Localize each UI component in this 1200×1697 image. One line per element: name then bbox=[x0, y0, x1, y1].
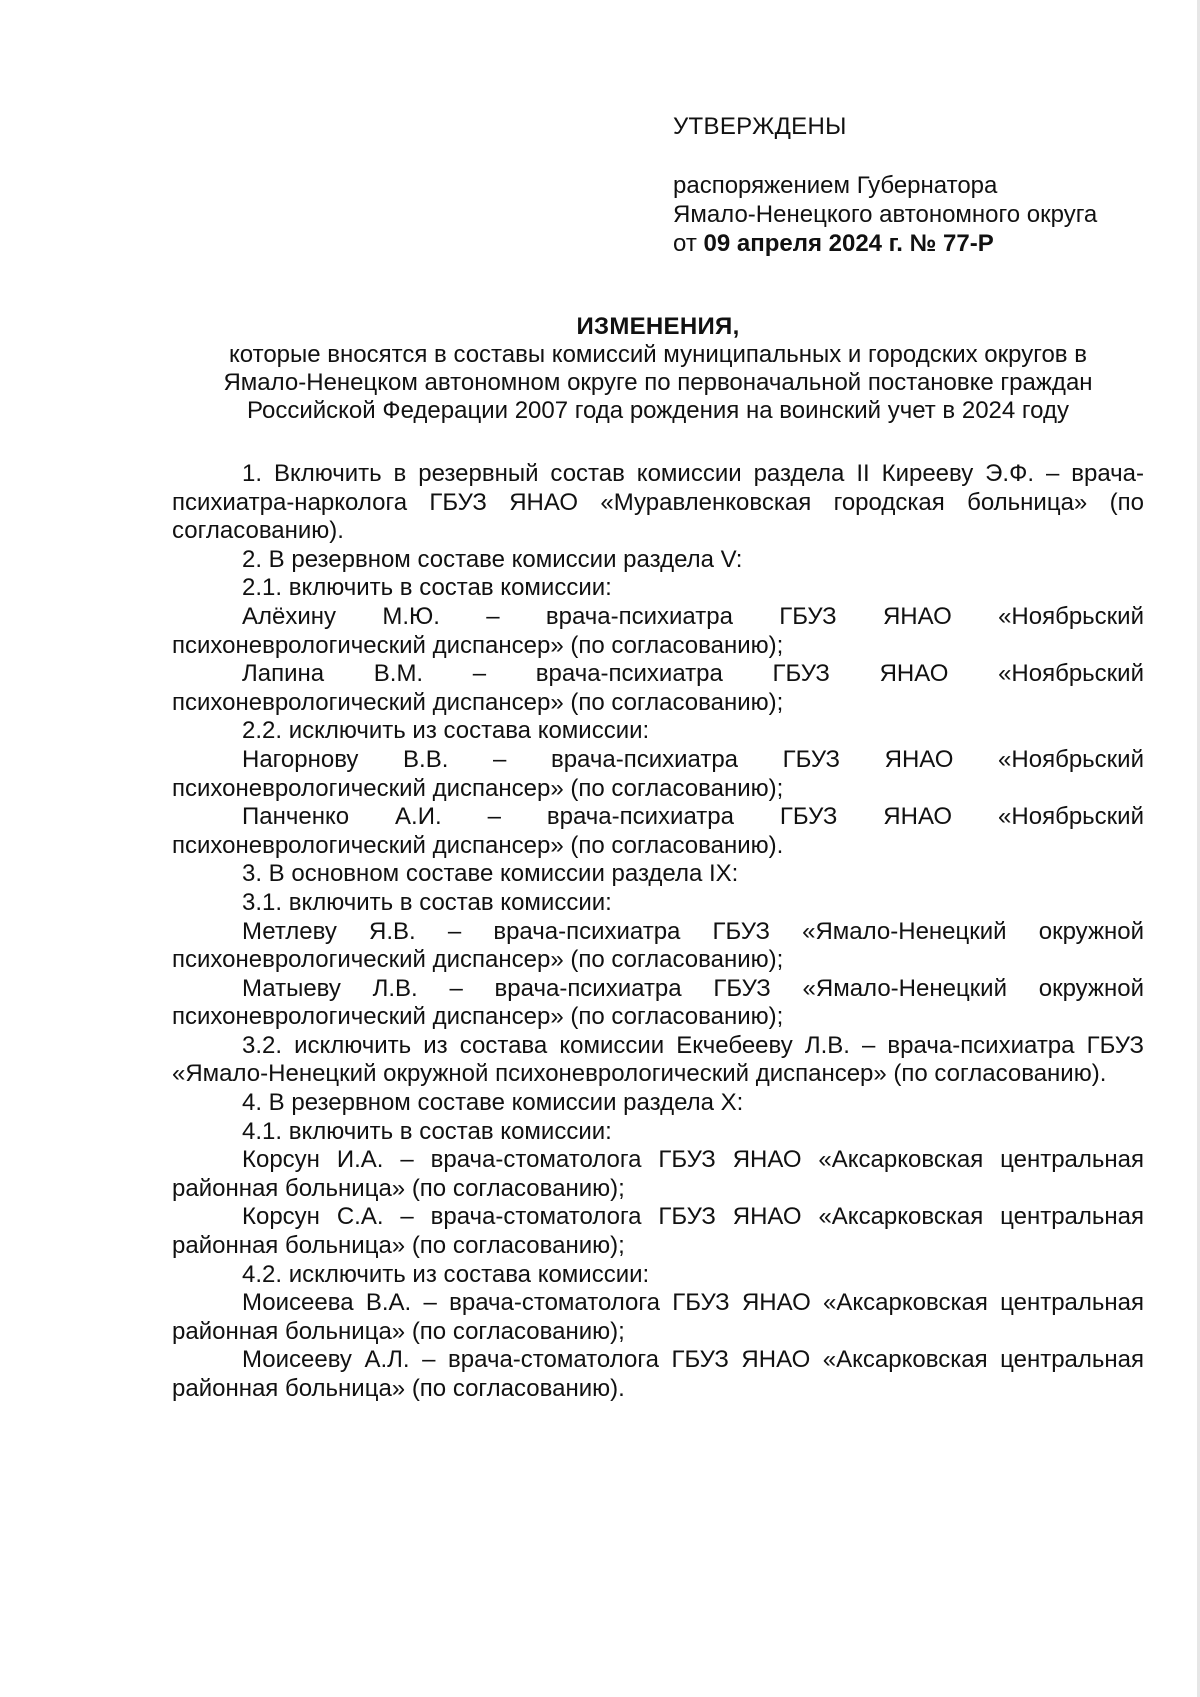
document-body bbox=[172, 460, 1144, 1404]
paragraph-2-1: 2.1. включить в состав комиссии: bbox=[242, 574, 612, 602]
document-title-block bbox=[172, 313, 1144, 425]
paragraph-4-2: 4.2. исключить из состава комиссии: bbox=[242, 1260, 650, 1288]
paragraph-4-2-b: Моисееву А.Л. – врача-стоматолога ГБУЗ ЯНАО «Аксарковская центральная районная больница» (по согласованию). bbox=[172, 1346, 1144, 1402]
paragraph-4-1-a: Корсун И.А. – врача-стоматолога ГБУЗ ЯНАО «Аксарковская центральная районная больница» (по согласованию); bbox=[172, 1146, 1144, 1202]
paragraph-2-2-b: Панченко А.И. – врача-психиатра ГБУЗ ЯНАО «Ноябрьский психоневрологический диспансер» (по согласованию). bbox=[172, 803, 1144, 859]
paragraph-3: 3. В основном составе комиссии раздела IX: bbox=[242, 860, 739, 888]
approval-stamp bbox=[673, 112, 1193, 258]
paragraph-3-2: 3.2. исключить из состава комиссии Екчебееву Л.В. – врача-психиатра ГБУЗ «Ямало-Ненецкий окружной психоневрологический диспансер» (по согласованию). bbox=[172, 1031, 1144, 1088]
subtitle-line-2: Ямало-Ненецком автономном округе по первоначальной постановке граждан bbox=[223, 369, 1093, 396]
paragraph-2-1-b: Лапина В.М. – врача-психиатра ГБУЗ ЯНАО «Ноябрьский психоневрологический диспансер» (по согласованию); bbox=[172, 660, 1144, 716]
paragraph-2-2: 2.2. исключить из состава комиссии: bbox=[242, 717, 650, 745]
paragraph-4: 4. В резервном составе комиссии раздела X: bbox=[242, 1089, 744, 1117]
paragraph-4-1: 4.1. включить в состав комиссии: bbox=[242, 1117, 612, 1145]
approval-prefix: от bbox=[673, 230, 704, 257]
paragraph-4-2-a: Моисеева В.А. – врача-стоматолога ГБУЗ ЯНАО «Аксарковская центральная районная больница» (по согласованию); bbox=[172, 1289, 1144, 1345]
paragraph-2: 2. В резервном составе комиссии раздела V: bbox=[242, 545, 743, 573]
approval-date-number: 09 апреля 2024 г. № 77-Р bbox=[703, 230, 994, 257]
paragraph-3-1-b: Матыеву Л.В. – врача-психиатра ГБУЗ «Ямало-Ненецкий окружной психоневрологический диспансер» (по согласованию); bbox=[172, 974, 1144, 1031]
paragraph-3-1-a: Метлеву Я.В. – врача-психиатра ГБУЗ «Ямало-Ненецкий окружной психоневрологический диспансер» (по согласованию); bbox=[172, 917, 1144, 974]
paragraph-3-1: 3.1. включить в состав комиссии: bbox=[242, 888, 612, 916]
approval-line-3 bbox=[673, 229, 1193, 258]
paragraph-2-2-a: Нагорнову В.В. – врача-психиатра ГБУЗ ЯНАО «Ноябрьский психоневрологический диспансер» (по согласованию); bbox=[172, 745, 1144, 802]
document-title: ИЗМЕНЕНИЯ, bbox=[576, 313, 740, 340]
paragraph-2-1-a: Алёхину М.Ю. – врача-психиатра ГБУЗ ЯНАО «Ноябрьский психоневрологический диспансер» (по согласованию); bbox=[172, 602, 1144, 659]
paragraph-4-1-b: Корсун С.А. – врача-стоматолога ГБУЗ ЯНАО «Аксарковская центральная районная больница» (по согласованию); bbox=[172, 1203, 1144, 1260]
approved-label: УТВЕРЖДЕНЫ bbox=[673, 113, 847, 140]
paragraph-1: 1. Включить в резервный состав комиссии раздела II Киреeву Э.Ф. – врача-психиатра-нарколога ГБУЗ ЯНАО «Муравленковская городская больница» (по согласованию). bbox=[172, 460, 1144, 545]
approval-line-1: распоряжением Губернатора bbox=[673, 172, 998, 199]
subtitle-line-3: Российской Федерации 2007 года рождения на воинский учет в 2024 году bbox=[247, 397, 1069, 424]
approval-line-2: Ямало-Ненецкого автономного округа bbox=[673, 201, 1098, 228]
subtitle-line-1: которые вносятся в составы комиссий муниципальных и городских округов в bbox=[229, 341, 1087, 368]
